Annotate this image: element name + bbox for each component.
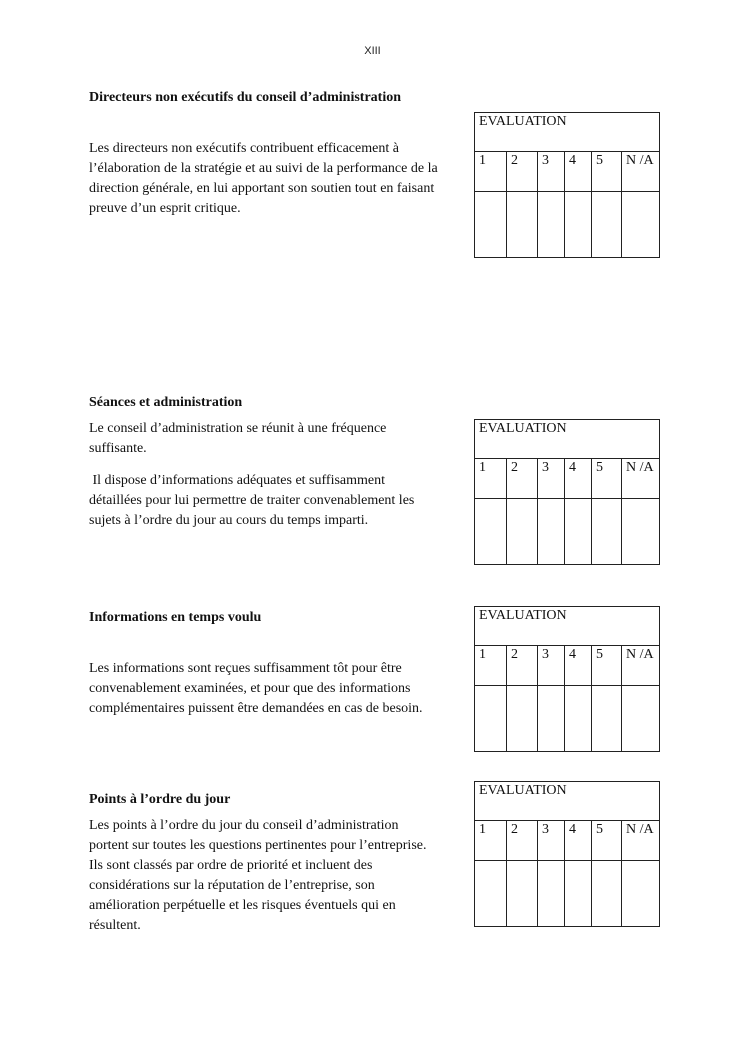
scale-label-4: 4: [565, 459, 592, 498]
scale-label-2: 2: [507, 152, 538, 191]
text-line: convenablement examinées, et pour que des informations: [89, 681, 411, 696]
scale-label-2: 2: [507, 646, 538, 685]
page-number: XIII: [364, 45, 381, 57]
section-text-points: [89, 816, 426, 936]
scale-label-4: 4: [565, 152, 592, 191]
answer-cell-3[interactable]: [538, 686, 565, 751]
scale-label-na: N /A: [626, 153, 654, 168]
answer-cell-4[interactable]: [565, 686, 592, 751]
text-line: Ils sont classés par ordre de priorité et incluent des: [89, 858, 373, 873]
evaluation-answer-row: [475, 861, 659, 926]
scale-label-5: 5: [592, 459, 622, 498]
scale-label-1: 1: [475, 152, 507, 191]
answer-cell-4[interactable]: [565, 861, 592, 926]
evaluation-answer-row: [475, 192, 659, 257]
section-text-informations: [89, 659, 423, 719]
text-line: Les informations sont reçues suffisamment tôt pour être: [89, 661, 402, 676]
scale-label-1: 1: [475, 821, 507, 860]
scale-label-na: N /A: [626, 822, 654, 837]
text-line: portent sur toutes les questions pertinentes pour l’entreprise.: [89, 838, 427, 853]
evaluation-title: EVALUATION: [475, 113, 659, 152]
answer-cell-3[interactable]: [538, 192, 565, 257]
answer-cell-5[interactable]: [592, 192, 622, 257]
scale-label-1: 1: [475, 646, 507, 685]
evaluation-title: EVALUATION: [475, 607, 659, 646]
evaluation-answer-row: [475, 499, 659, 564]
scale-label-5: 5: [592, 152, 622, 191]
evaluation-title: EVALUATION: [475, 782, 659, 821]
scale-label-4: 4: [565, 821, 592, 860]
text-line: suffisante.: [89, 441, 147, 456]
evaluation-title: EVALUATION: [475, 420, 659, 459]
section-text-seances: [89, 419, 414, 531]
section-heading-points: Points à l’ordre du jour: [89, 792, 231, 807]
answer-cell-2[interactable]: [507, 686, 538, 751]
text-line: sujets à l’ordre du jour au cours du temps imparti.: [89, 513, 369, 528]
scale-label-na: N /A: [626, 647, 654, 662]
text-line: résultent.: [89, 918, 141, 933]
section-text-directeurs: [89, 139, 438, 219]
text-line: complémentaires puissent être demandées en cas de besoin.: [89, 701, 423, 716]
evaluation-table-directeurs: [474, 112, 660, 258]
answer-cell-1[interactable]: [475, 686, 507, 751]
answer-cell-5[interactable]: [592, 686, 622, 751]
evaluation-scale-row: [475, 646, 659, 686]
answer-cell-5[interactable]: [592, 861, 622, 926]
evaluation-scale-row: [475, 459, 659, 499]
answer-cell-4[interactable]: [565, 499, 592, 564]
scale-label-2: 2: [507, 821, 538, 860]
section-heading-informations: Informations en temps voulu: [89, 610, 262, 625]
text-line: preuve d’un esprit critique.: [89, 201, 241, 216]
scale-label-3: 3: [538, 459, 565, 498]
answer-cell-na[interactable]: [622, 499, 659, 564]
evaluation-table-informations: [474, 606, 660, 752]
section-heading-directeurs: Directeurs non exécutifs du conseil d’administration: [89, 90, 402, 105]
answer-cell-3[interactable]: [538, 499, 565, 564]
answer-cell-1[interactable]: [475, 499, 507, 564]
evaluation-answer-row: [475, 686, 659, 751]
text-line: Le conseil d’administration se réunit à une fréquence: [89, 421, 387, 436]
text-line: direction générale, en lui apportant son soutien tout en faisant: [89, 181, 435, 196]
answer-cell-5[interactable]: [592, 499, 622, 564]
evaluation-scale-row: [475, 152, 659, 192]
answer-cell-na[interactable]: [622, 192, 659, 257]
answer-cell-na[interactable]: [622, 861, 659, 926]
text-line: l’élaboration de la stratégie et au suivi de la performance de la: [89, 161, 438, 176]
text-line: Les directeurs non exécutifs contribuent efficacement à: [89, 141, 399, 156]
text-line: amélioration perpétuelle et les risques éventuels qui en: [89, 898, 396, 913]
answer-cell-3[interactable]: [538, 861, 565, 926]
evaluation-table-points: [474, 781, 660, 927]
answer-cell-na[interactable]: [622, 686, 659, 751]
scale-label-1: 1: [475, 459, 507, 498]
scale-label-3: 3: [538, 821, 565, 860]
answer-cell-1[interactable]: [475, 861, 507, 926]
scale-label-2: 2: [507, 459, 538, 498]
scale-label-5: 5: [592, 821, 622, 860]
scale-label-4: 4: [565, 646, 592, 685]
scale-label-3: 3: [538, 646, 565, 685]
section-heading-seances: Séances et administration: [89, 395, 243, 410]
evaluation-table-seances: [474, 419, 660, 565]
text-line: Les points à l’ordre du jour du conseil d’administration: [89, 818, 399, 833]
evaluation-scale-row: [475, 821, 659, 861]
text-line: Il dispose d’informations adéquates et suffisamment: [89, 473, 386, 488]
answer-cell-1[interactable]: [475, 192, 507, 257]
text-line: considérations sur la réputation de l’entreprise, son: [89, 878, 375, 893]
answer-cell-2[interactable]: [507, 499, 538, 564]
answer-cell-2[interactable]: [507, 861, 538, 926]
answer-cell-2[interactable]: [507, 192, 538, 257]
scale-label-na: N /A: [626, 460, 654, 475]
scale-label-5: 5: [592, 646, 622, 685]
text-line: détaillées pour lui permettre de traiter convenablement les: [89, 493, 415, 508]
scale-label-3: 3: [538, 152, 565, 191]
answer-cell-4[interactable]: [565, 192, 592, 257]
